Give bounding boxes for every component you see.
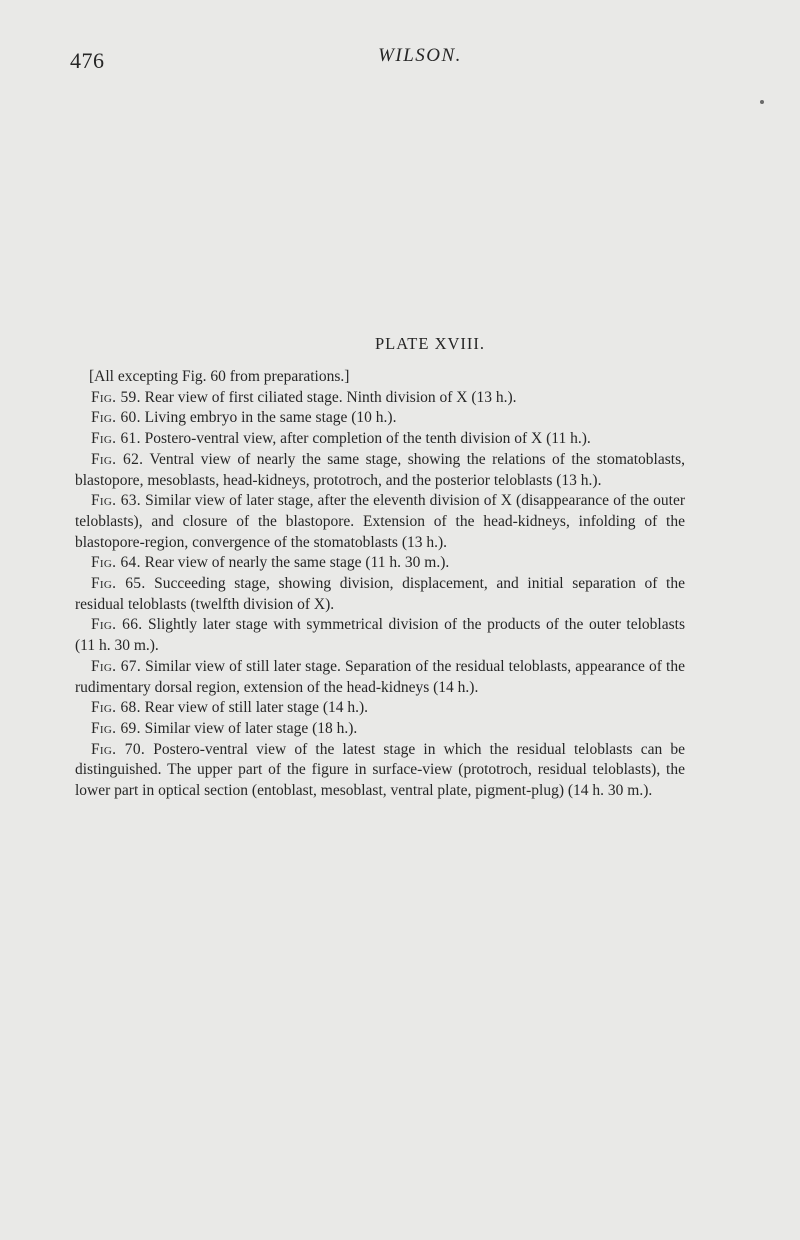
figure-label: Fig. 66. xyxy=(91,616,143,634)
figure-label: Fig. 69. xyxy=(91,719,141,737)
figure-caption xyxy=(75,698,685,719)
figure-caption xyxy=(75,491,685,553)
figure-caption xyxy=(75,553,685,574)
figure-text: Similar view of still later stage. Separation of the residual teloblasts, appearance of the rudimentary dorsal region, extension of the head-kidneys (14 h.). xyxy=(75,657,685,696)
figure-text: Slightly later stage with symmetrical division of the products of the outer teloblasts (11 h. 30 m.). xyxy=(75,616,685,655)
figure-label: Fig. 61. xyxy=(91,430,141,448)
figure-label: Fig. 68. xyxy=(91,699,141,717)
figure-caption xyxy=(75,574,685,615)
figure-text: Living embryo in the same stage (10 h.). xyxy=(144,409,397,427)
preparation-note: [All excepting Fig. 60 from preparations.] xyxy=(89,368,350,385)
figure-text: Rear view of still later stage (14 h.). xyxy=(144,699,369,717)
figure-caption xyxy=(75,408,685,429)
plate-title: PLATE XVIII. xyxy=(374,334,486,353)
figure-caption xyxy=(75,615,685,656)
page-number: 476 xyxy=(70,48,105,73)
figure-text: Rear view of nearly the same stage (11 h. 30 m.). xyxy=(144,554,450,572)
figure-label: Fig. 62. xyxy=(91,450,144,468)
running-head: WILSON. xyxy=(378,45,462,66)
figure-label: Fig. 70. xyxy=(91,740,146,758)
figure-label: Fig. 60. xyxy=(91,409,141,427)
figure-caption xyxy=(75,657,685,698)
figure-text: Postero-ventral view, after completion of the tenth division of X (11 h.). xyxy=(144,430,591,448)
plate-description xyxy=(75,367,685,802)
figure-caption xyxy=(75,450,685,491)
figure-text: Postero-ventral view of the latest stage in which the residual teloblasts can be distinguished. The upper part of the figure in surface-view (prototroch, residual teloblasts), the lower part in optical section (entoblast, mesoblast, ventral plate, pigment-plug) (14 h. 30 m.). xyxy=(75,740,686,800)
figure-text: Rear view of first ciliated stage. Ninth division of X (13 h.). xyxy=(144,388,517,406)
figure-label: Fig. 64. xyxy=(91,554,141,572)
figure-caption xyxy=(75,429,685,450)
figure-caption xyxy=(75,719,685,740)
figure-text: Similar view of later stage (18 h.). xyxy=(144,719,358,737)
figure-label: Fig. 67. xyxy=(91,657,141,675)
figure-caption xyxy=(75,740,685,802)
figure-caption xyxy=(75,388,685,409)
figure-label: Fig. 63. xyxy=(91,492,141,510)
figure-text: Succeeding stage, showing division, displacement, and initial separation of the residual teloblasts (twelfth division of X). xyxy=(75,575,685,613)
figure-text: Ventral view of nearly the same stage, showing the relations of the stomatoblasts, blastopore, mesoblasts, head-kidneys, prototroch, and the posterior teloblasts (13 h.). xyxy=(75,450,685,489)
figure-label: Fig. 59. xyxy=(91,388,141,406)
figure-text: Similar view of later stage, after the eleventh division of X (disappearance of the outer teloblasts), and closure of the blastopore. Extension of the head-kidneys, infolding of the blastopore-region, convergence of the stomatoblasts (13 h.). xyxy=(75,492,685,551)
paper-speck xyxy=(760,100,764,104)
figure-label: Fig. 65. xyxy=(91,575,146,593)
